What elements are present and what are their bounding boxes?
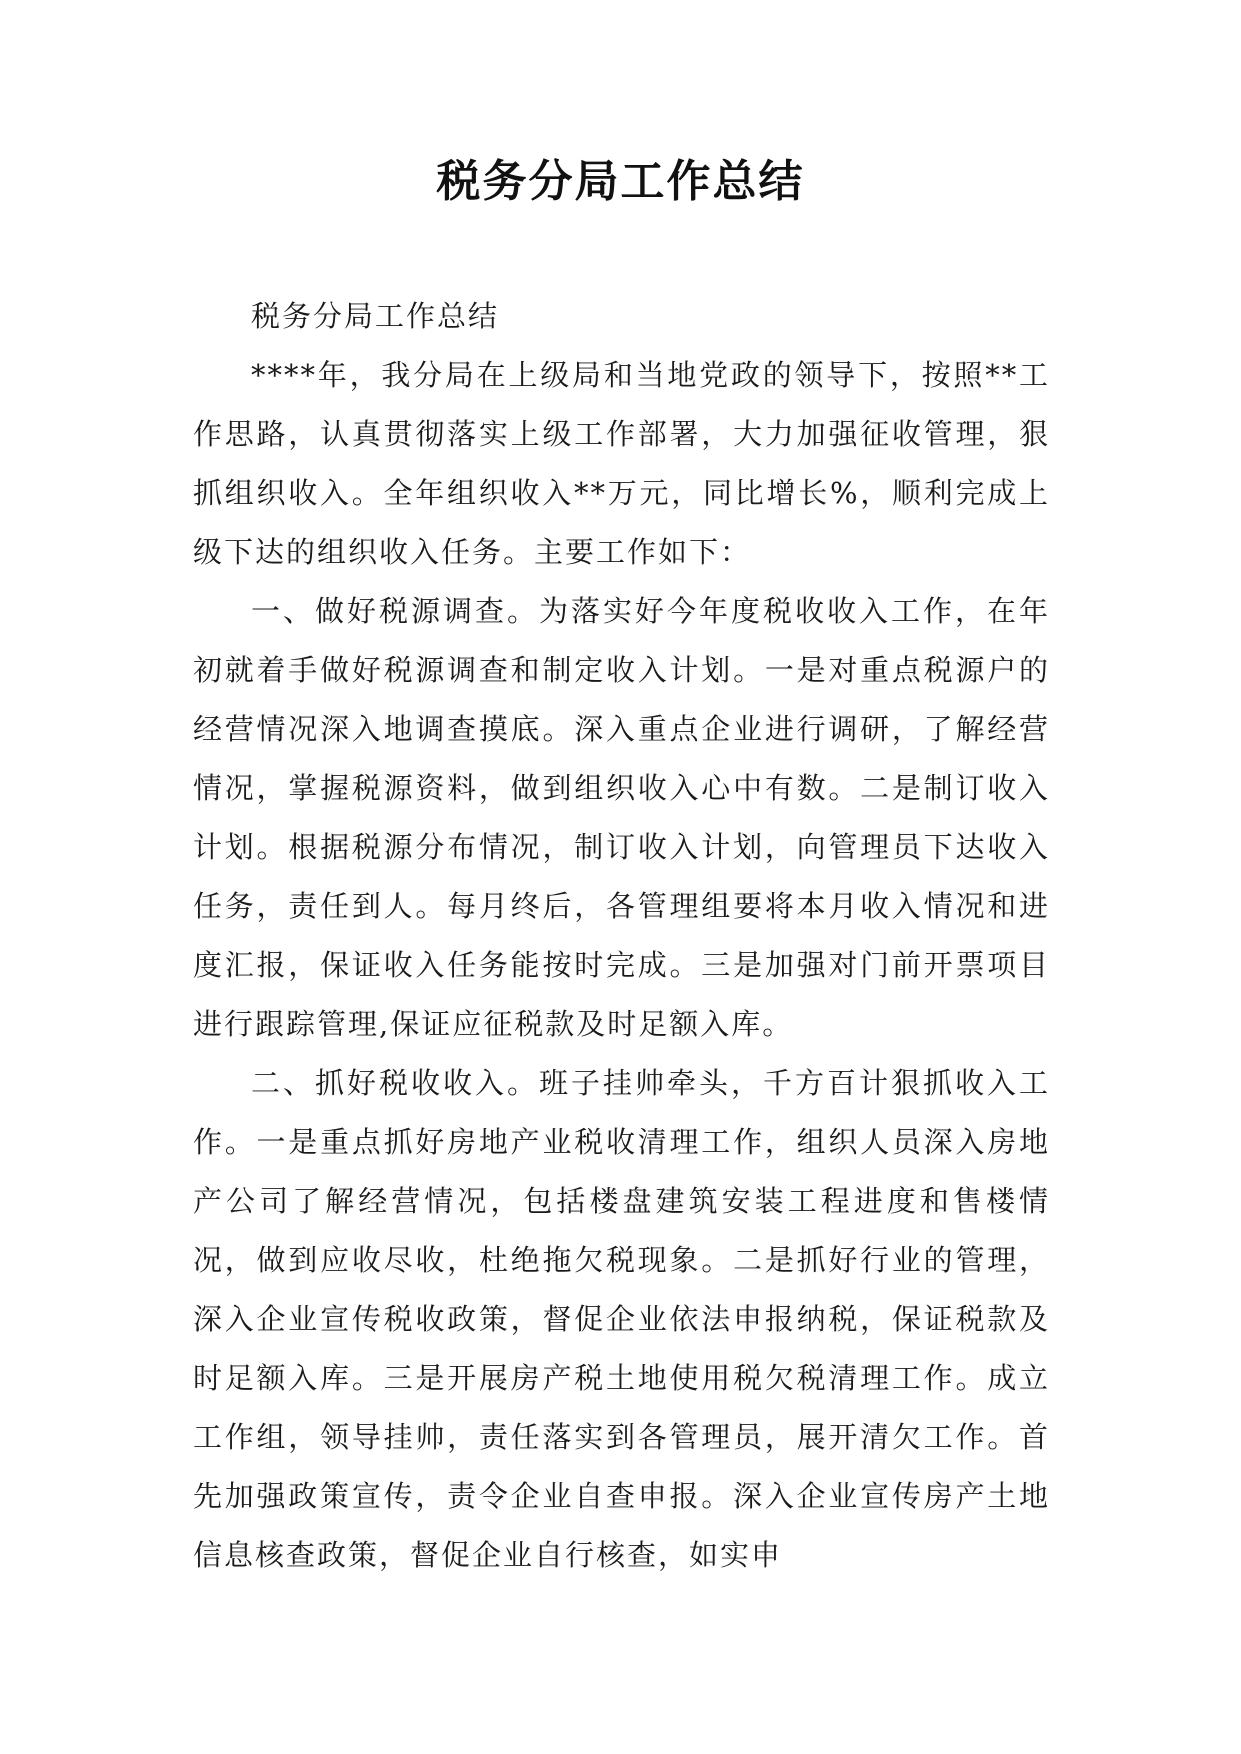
document-title: 税务分局工作总结 [436, 156, 805, 207]
paragraph-intro: ****年，我分局在上级局和当地党政的领导下，按照**工作思路，认真贯彻落实上级工作部署，大力加强征收管理，狠抓组织收入。全年组织收入**万元，同比增长%，顺利完成上级下达的组织收入任务。主要工作如下： [193, 358, 1050, 569]
document-body [193, 287, 1050, 1585]
paragraph-section-2: 二、抓好税收收入。班子挂帅牵头，千方百计狠抓收入工作。一是重点抓好房地产业税收清理工作，组织人员深入房地产公司了解经营情况，包括楼盘建筑安装工程进度和售楼情况，做到应收尽收，杜绝拖欠税现象。二是抓好行业的管理，深入企业宣传税收政策，督促企业依法申报纳税，保证税款及时足额入库。三是开展房产税土地使用税欠税清理工作。成立工作组，领导挂帅，责任落实到各管理员，展开清欠工作。首先加强政策宣传，责令企业自查申报。深入企业宣传房产土地信息核查政策，督促企业自行核查，如实申 [193, 1066, 1050, 1572]
paragraph-section-1: 一、做好税源调查。为落实好今年度税收收入工作，在年初就着手做好税源调查和制定收入计划。一是对重点税源户的经营情况深入地调查摸底。深入重点企业进行调研，了解经营情况，掌握税源资料，做到组织收入心中有数。二是制订收入计划。根据税源分布情况，制订收入计划，向管理员下达收入任务，责任到人。每月终后，各管理组要将本月收入情况和进度汇报，保证收入任务能按时完成。三是加强对门前开票项目进行跟踪管理,保证应征税款及时足额入库。 [193, 594, 1050, 1041]
paragraph-subtitle: 税务分局工作总结 [251, 299, 500, 333]
